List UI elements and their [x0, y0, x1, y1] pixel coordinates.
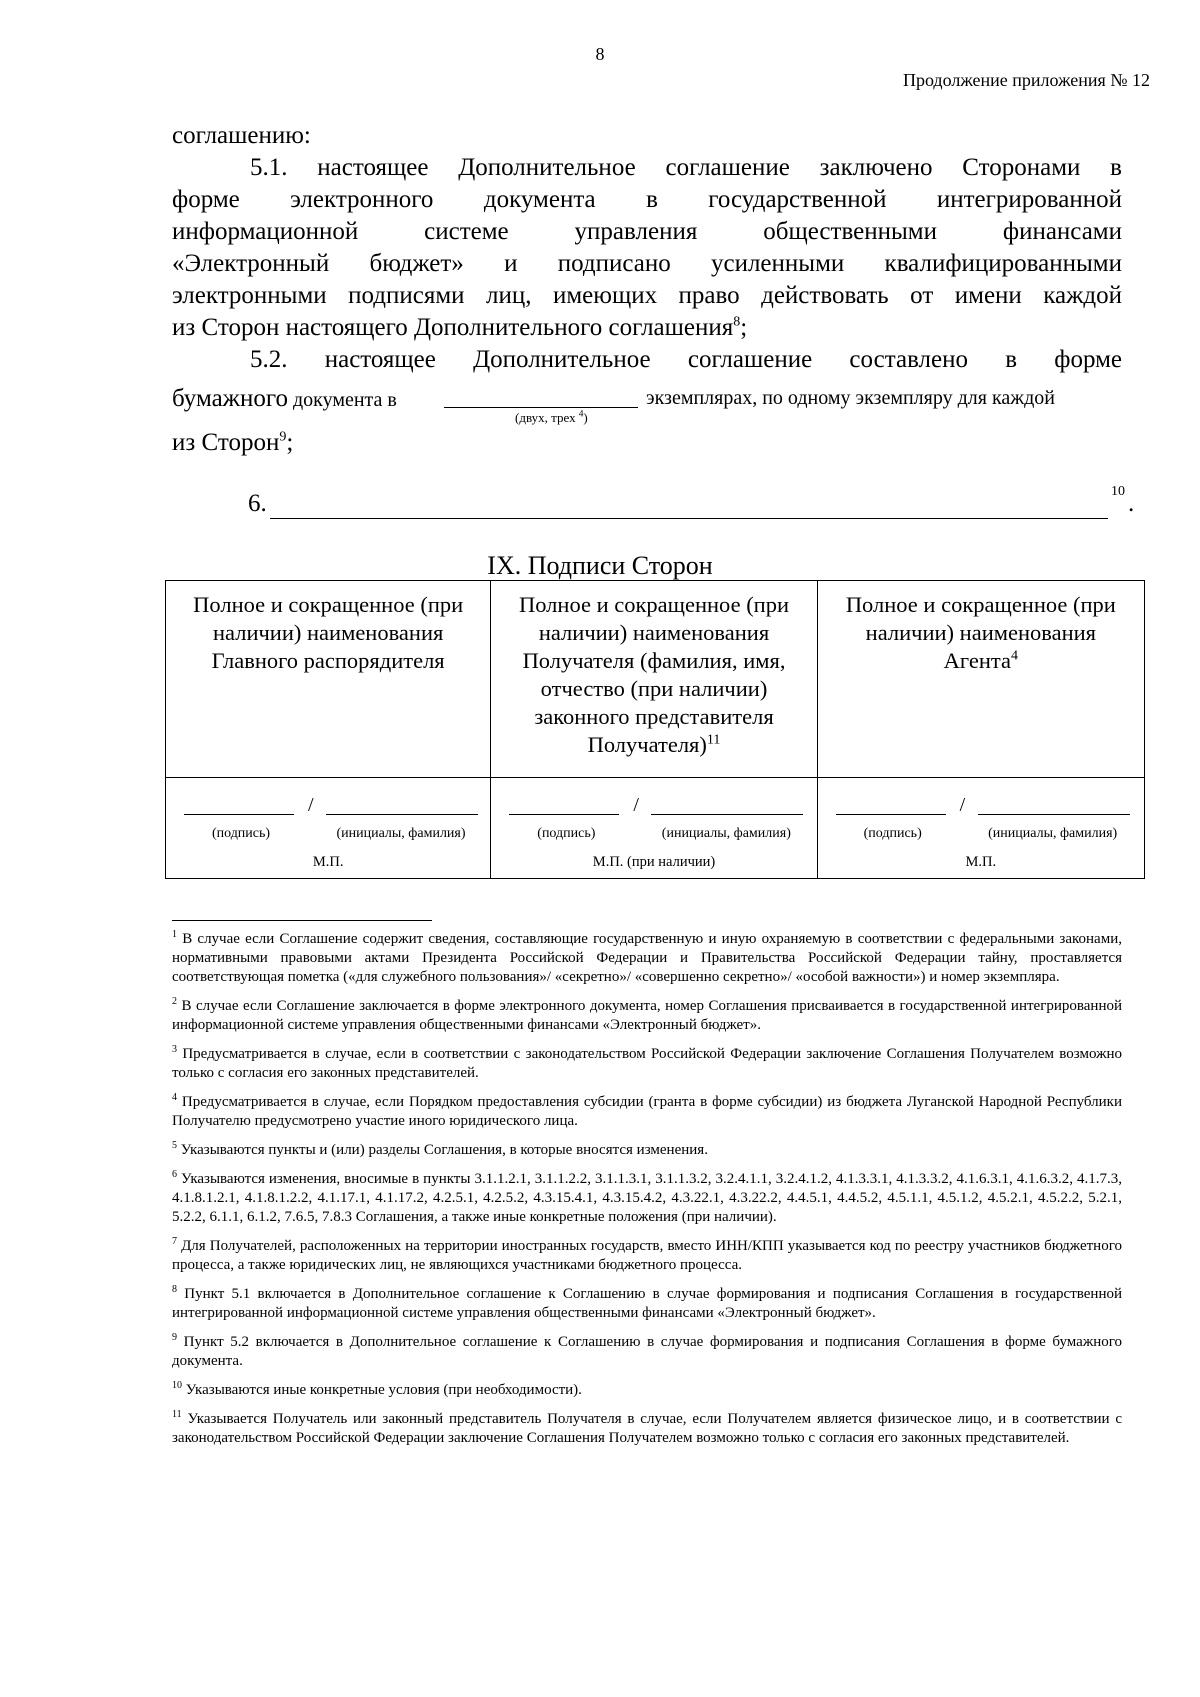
p52-line-1: 5.2. настоящее Дополнительное соглашение составлено в форме	[250, 346, 1122, 373]
signatures-sign-row	[166, 778, 1145, 879]
p52-copies-text: экземплярах, по одному экземпляру для каждой	[646, 387, 1055, 409]
footnote-number: 4	[172, 1092, 177, 1103]
footnote-ref-11: 11	[706, 732, 721, 748]
name-caption: (инициалы, фамилия)	[661, 826, 791, 841]
signature-caption: (подпись)	[863, 826, 922, 841]
slash-separator: /	[308, 794, 314, 816]
copies-hint-text: (двух, трех	[515, 410, 576, 425]
footnote-3	[172, 1045, 1122, 1083]
footnotes	[172, 930, 1122, 1458]
footnote-text: В случае если Соглашение заключается в форме электронного документа, номер Соглашения присваивается в государственной интегрированной информационной системе управления общественными финансами «Электронный бюджет».	[172, 998, 1122, 1033]
item-6-end: .	[1128, 490, 1135, 517]
party3-line-last	[818, 647, 1144, 675]
footnote-1	[172, 930, 1122, 987]
footnote-text: Пункт 5.1 включается в Дополнительное соглашение к Соглашению в случае формирования и подписания Соглашения в государственной интегрированной информационной системе управления общественными финансами «Электронный бюджет».	[172, 1286, 1122, 1321]
stamp-place: М.П.	[965, 854, 997, 870]
p51-line-1: 5.1. настоящее Дополнительное соглашение заключено Сторонами в	[250, 154, 1122, 181]
stamp-place: М.П.	[312, 854, 344, 870]
footnote-number: 8	[172, 1284, 177, 1295]
p52-word-paper: бумажного	[172, 385, 288, 412]
footnote-number: 3	[172, 1044, 177, 1055]
footnote-number: 6	[172, 1169, 177, 1180]
party3-line: Полное и сокращенное (при	[845, 592, 1116, 617]
name-caption: (инициалы, фамилия)	[336, 826, 466, 841]
footnote-text: Для Получателей, расположенных на территории иностранных государств, вместо ИНН/КПП указывается код по реестру участников бюджетного процесса, а также юридических лиц, не являющихся участниками бюджетного процесса.	[172, 1238, 1122, 1273]
body-paragraphs	[172, 120, 1122, 376]
footnote-9	[172, 1333, 1122, 1371]
footnote-text: Указываются изменения, вносимые в пункты 3.1.1.2.1, 3.1.1.2.2, 3.1.1.3.1, 3.1.1.3.2, 3.2.4.1.1, 3.2.4.1.2, 4.1.3.3.1, 4.1.3.3.2, 4.1.6.3.1, 4.1.6.3.2, 4.1.7.3, 4.1.8.1.2.1, 4.1.8.1.2.2, 4.1.17.1, 4.1.17.2, 4.2.5.1, 4.2.5.2, 4.3.15.4.1, 4.3.15.4.2, 4.3.22.1, 4.3.22.2, 4.4.5.1, 4.4.5.2, 4.5.1.1, 4.5.1.2, 4.5.2.1, 4.5.2.2, 5.2.1, 5.2.2, 6.1.1, 6.1.2, 7.6.5, 7.8.3 Соглашения, а также иные конкретные положения (при наличии).	[172, 1171, 1123, 1225]
signature-line	[836, 814, 946, 815]
footnote-text: Пункт 5.2 включается в Дополнительное соглашение к Соглашению в случае формирования и подписания Соглашения в форме бумажного документа.	[172, 1334, 1123, 1369]
signature-line	[184, 814, 294, 815]
footnote-text: Указывается Получатель или законный представитель Получателя в случае, если Получателем является физическое лицо, и в соответствии с законодательством Российской Федерации заключение Соглашения Получателем возможно только с согласия его законных представителей.	[172, 1411, 1122, 1446]
line-start: соглашению:	[172, 122, 311, 149]
footnote-text: Предусматривается в случае, если Порядком предоставления субсидии (гранта в форме субсидии) из бюджета Луганской Народной Республики Получателю предусмотрено участие иного юридического лица.	[172, 1094, 1122, 1129]
footnote-8	[172, 1285, 1122, 1323]
p52-from-parties: из Сторон	[172, 429, 280, 456]
footnote-text: Указываются иные конкретные условия (при необходимости).	[185, 1382, 582, 1398]
p51-last-end: ;	[740, 314, 748, 341]
party2-line: наличии) наименования	[538, 620, 770, 645]
signature-line	[509, 814, 619, 815]
party2-line: законного представителя	[534, 704, 774, 729]
footnote-ref-4: 4	[578, 408, 584, 419]
copies-count-blank	[444, 407, 638, 408]
p51-line-5: электронными подписями лиц, имеющих право действовать от имени каждой	[172, 282, 1122, 309]
copies-hint	[515, 410, 588, 426]
party-header-agent	[817, 581, 1144, 778]
signature-block-main-manager	[166, 778, 491, 879]
p52-end: ;	[286, 429, 294, 456]
slash-separator: /	[959, 794, 966, 816]
footnote-7	[172, 1237, 1122, 1275]
signature-caption: (подпись)	[537, 826, 596, 841]
p51-line-4: «Электронный бюджет» и подписано усиленными квалифицированными	[172, 250, 1122, 277]
p51-last-line: из Сторон настоящего Дополнительного соглашения	[172, 314, 734, 341]
copies-hint-end: )	[583, 410, 588, 425]
name-line	[326, 814, 478, 815]
name-line	[978, 814, 1130, 815]
footnote-separator	[172, 920, 432, 921]
p52-document-in: документа в	[287, 389, 397, 411]
footnote-number: 11	[172, 1409, 182, 1420]
name-caption: (инициалы, фамилия)	[988, 826, 1118, 841]
footnote-text: Указываются пункты и (или) разделы Соглашения, в которые вносятся изменения.	[180, 1142, 708, 1158]
footnote-5	[172, 1141, 1122, 1160]
footnote-number: 1	[172, 929, 177, 940]
p52-line-3	[172, 429, 293, 457]
party-header-main-manager	[166, 581, 491, 778]
footnote-ref-4: 4	[1010, 648, 1018, 664]
party3-line: наличии) наименования	[865, 620, 1096, 645]
footnote-number: 7	[172, 1236, 177, 1247]
party1-line: Главного распорядителя	[211, 648, 445, 673]
footnote-text: Предусматривается в случае, если в соответствии с законодательством Российской Федерации заключение Соглашения Получателем возможно только с согласия его законных представителей.	[172, 1046, 1122, 1081]
footnote-ref-8: 8	[733, 314, 741, 330]
item-6-number: 6.	[248, 490, 267, 517]
footnote-6	[172, 1170, 1122, 1227]
appendix-continuation-label: Продолжение приложения № 12	[902, 70, 1150, 90]
party2-line: Получателя)	[587, 732, 707, 757]
footnote-4	[172, 1093, 1122, 1131]
footnote-2	[172, 997, 1122, 1035]
party2-line-last	[491, 731, 816, 759]
signature-lines	[818, 794, 1144, 818]
party-header-recipient	[491, 581, 817, 778]
footnote-ref-10: 10	[1111, 484, 1125, 499]
party2-line: отчество (при наличии)	[540, 676, 768, 701]
page-number: 8	[595, 44, 605, 64]
section-title-signatures: IX. Подписи Сторон	[487, 551, 713, 580]
party1-line: Полное и сокращенное (при	[193, 592, 464, 617]
signatures-header-row	[166, 581, 1145, 778]
p51-line-6	[172, 312, 1122, 344]
signature-lines	[166, 794, 490, 818]
footnote-ref-9: 9	[279, 429, 287, 445]
p51-line-2: форме электронного документа в государственной интегрированной	[172, 186, 1122, 213]
party2-line: Полное и сокращенное (при	[518, 592, 790, 617]
footnote-number: 9	[172, 1332, 177, 1343]
footnote-number: 5	[172, 1140, 177, 1151]
signature-block-agent	[817, 778, 1144, 879]
party3-line: Агента	[943, 648, 1011, 673]
p52-line-2	[172, 385, 1122, 419]
footnote-text: В случае если Соглашение содержит сведения, составляющие государственную и иную охраняемую в соответствии с федеральными законами, нормативными правовыми актами Президента Российской Федерации и Правительства Российской Федерации тайну, проставляется соответствующая пометка («для служебного пользования»/ «секретно»/ «совершенно секретно»/ «особой важности») и номер экземпляра.	[172, 931, 1122, 985]
footnote-11	[172, 1410, 1122, 1448]
name-line	[651, 814, 803, 815]
slash-separator: /	[633, 794, 639, 816]
footnote-10	[172, 1381, 1122, 1400]
party2-line: Получателя (фамилия, имя,	[522, 648, 786, 673]
signature-caption: (подпись)	[211, 826, 271, 841]
item-6-blank-line	[270, 518, 1108, 519]
footnote-number: 2	[172, 996, 177, 1007]
stamp-place: М.П. (при наличии)	[592, 854, 716, 870]
signature-lines	[491, 794, 816, 818]
signatures-table	[165, 580, 1145, 879]
p51-line-3: информационной системе управления общественными финансами	[172, 218, 1122, 245]
party1-line: наличии) наименования	[213, 620, 444, 645]
footnote-number: 10	[172, 1380, 182, 1391]
signature-block-recipient	[491, 778, 817, 879]
